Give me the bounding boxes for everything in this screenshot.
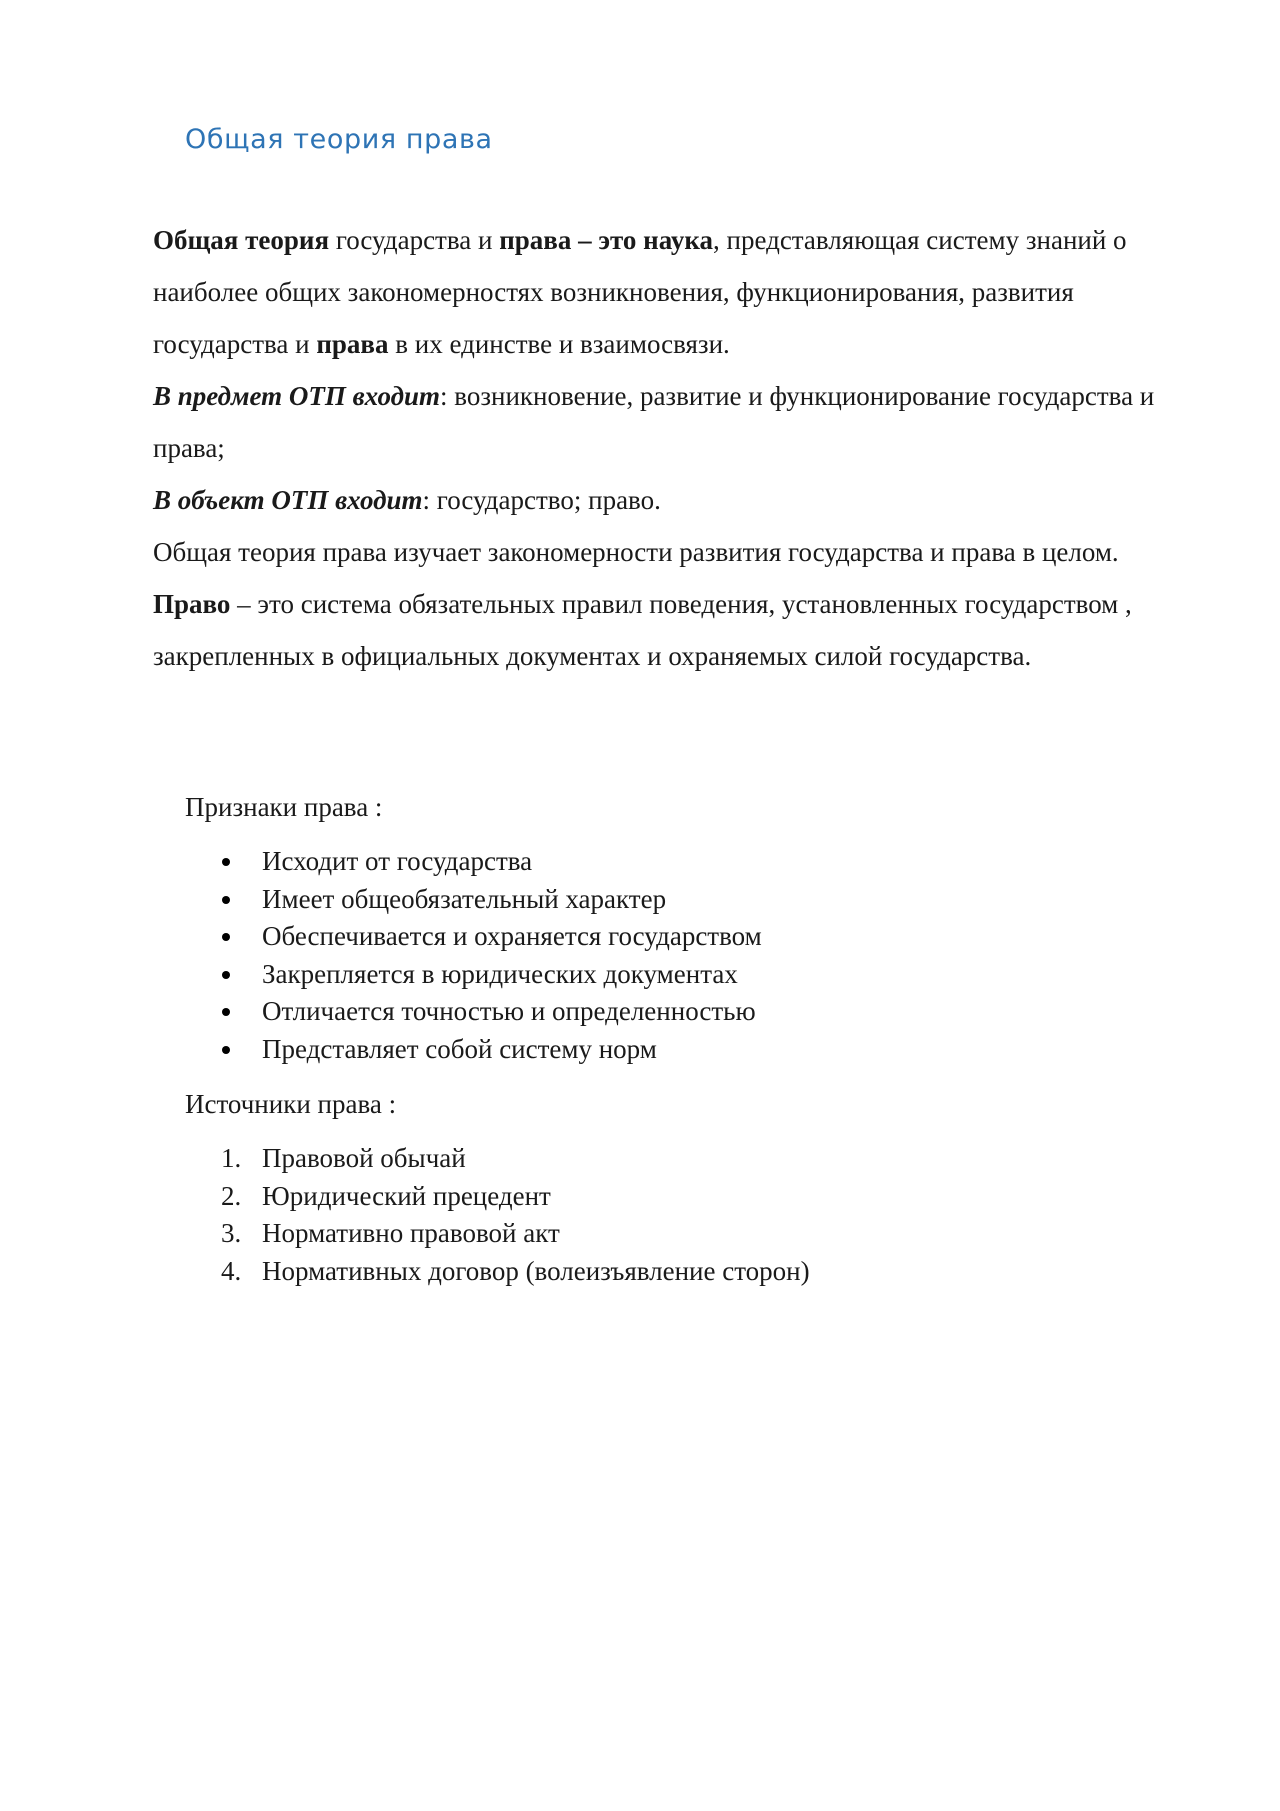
paragraph-study bbox=[153, 526, 1193, 578]
list-item: 3. Нормативно правовой акт bbox=[185, 1215, 810, 1253]
list-item: 4. Нормативных договор (волеизъявление сторон) bbox=[185, 1253, 810, 1291]
bullet-icon bbox=[222, 1046, 230, 1054]
list-item: 2. Юридический прецедент bbox=[185, 1178, 810, 1216]
list-item: Представляет собой систему норм bbox=[185, 1031, 762, 1069]
bullet-icon bbox=[222, 896, 230, 904]
list-item: Имеет общеобязательный характер bbox=[185, 881, 762, 919]
bullet-icon bbox=[222, 858, 230, 866]
document-title: Общая теория права bbox=[185, 124, 493, 155]
paragraph-text: – это система обязательных правил поведения, установленных государством , закрепленных в официальных документах и охраняемых силой государства. bbox=[153, 589, 1132, 671]
sources-list bbox=[185, 1140, 810, 1290]
list-item: Отличается точностью и определенностью bbox=[185, 993, 762, 1031]
list-item: Закрепляется в юридических документах bbox=[185, 956, 762, 994]
list-item: 1. Правовой обычай bbox=[185, 1140, 810, 1178]
signs-list bbox=[185, 843, 762, 1068]
paragraph-text: , представляющая систему знаний о наиболее общих закономерностях возникновения, функционирования, развития государства и bbox=[153, 225, 1127, 359]
paragraph-definition bbox=[153, 214, 1193, 370]
bold-term: Право bbox=[153, 589, 231, 619]
bold-term: права bbox=[316, 329, 389, 359]
signs-heading: Признаки права : bbox=[185, 792, 383, 822]
paragraph-text: государства и bbox=[329, 225, 500, 255]
list-number: 3. bbox=[221, 1218, 242, 1248]
bullet-icon bbox=[222, 933, 230, 941]
document-body bbox=[153, 214, 1193, 682]
bold-term: права – это наука bbox=[499, 225, 713, 255]
paragraph-law-definition bbox=[153, 578, 1193, 682]
list-number: 2. bbox=[221, 1180, 242, 1211]
sources-heading: Источники права : bbox=[185, 1089, 397, 1119]
paragraph-subject bbox=[153, 370, 1193, 474]
bullet-icon bbox=[222, 971, 230, 979]
paragraph-text: в их единстве и взаимосвязи. bbox=[388, 329, 730, 359]
bold-term: Общая теория bbox=[153, 225, 330, 255]
paragraph-text: : возникновение, развитие и функционирование государства и права; bbox=[153, 381, 1155, 463]
list-item: Исходит от государства bbox=[185, 843, 762, 881]
paragraph-object bbox=[153, 474, 1193, 526]
paragraph-text: : государство; право. bbox=[422, 485, 661, 515]
bold-italic-term: В предмет ОТП входит bbox=[153, 381, 441, 411]
paragraph-text: Общая теория права изучает закономерности развития государства и права в целом. bbox=[153, 537, 1119, 567]
list-item: Обеспечивается и охраняется государством bbox=[185, 918, 762, 956]
bold-italic-term: В объект ОТП входит bbox=[153, 485, 423, 515]
list-number: 1. bbox=[221, 1143, 242, 1173]
list-number: 4. bbox=[221, 1255, 242, 1286]
bullet-icon bbox=[222, 1008, 230, 1016]
